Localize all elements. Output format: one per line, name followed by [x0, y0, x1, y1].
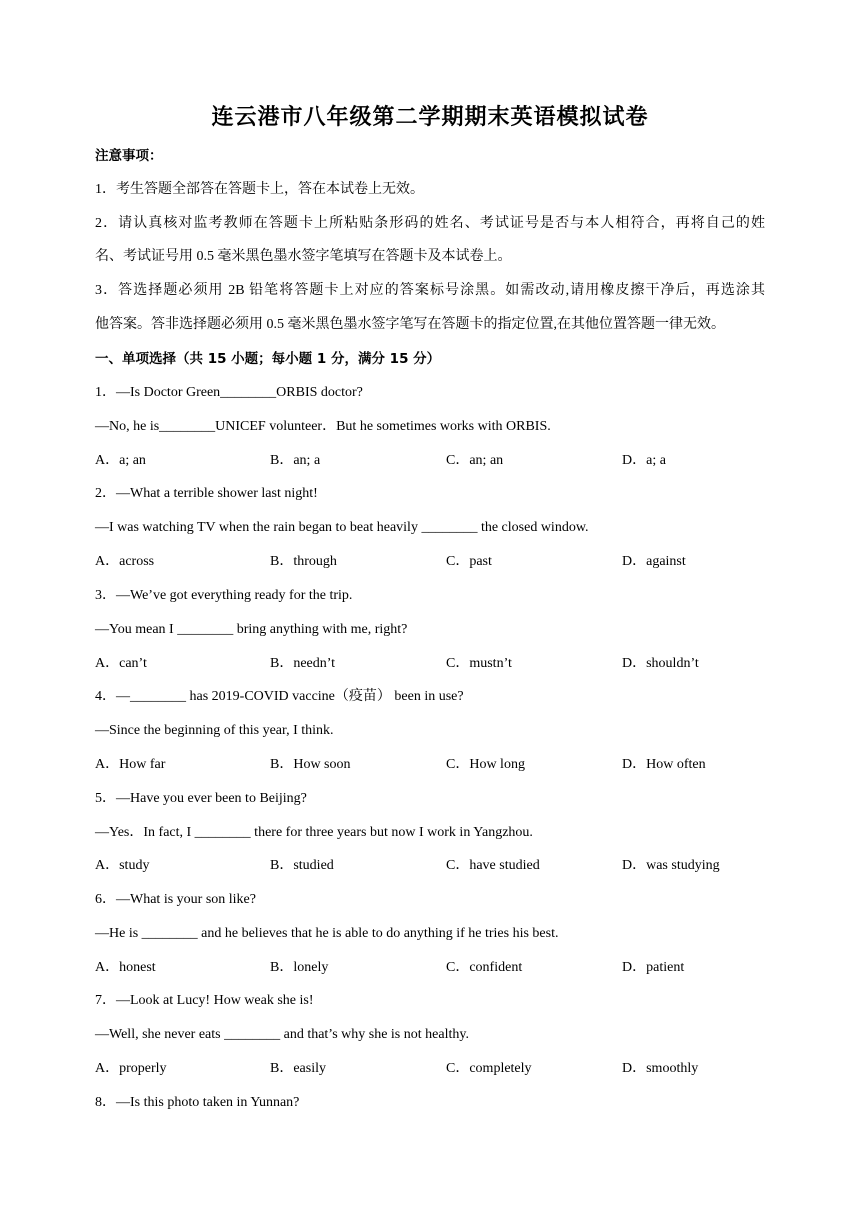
option-d: D．against: [622, 554, 686, 569]
option-b: B．studied: [270, 858, 334, 873]
question-stem: 2．—What a terrible shower last night!: [95, 486, 318, 501]
notice-item: 名、考试证号用 0.5 毫米黑色墨水签字笔填写在答题卡及本试卷上。: [95, 249, 512, 264]
notice-item: 他答案。答非选择题必须用 0.5 毫米黑色墨水签字笔写在答题卡的指定位置,在其他位置答题一律无效。: [95, 317, 725, 332]
question-stem: 5．—Have you ever been to Beijing?: [95, 791, 307, 806]
option-a: A．can’t: [95, 656, 147, 671]
option-c: C．completely: [446, 1061, 532, 1076]
question-stem: 6．—What is your son like?: [95, 892, 256, 907]
option-a: A．a; an: [95, 453, 146, 468]
option-d: D．How often: [622, 757, 706, 772]
question-response: —No, he is________UNICEF volunteer．But he sometimes works with ORBIS.: [95, 419, 551, 434]
option-b: B．How soon: [270, 757, 351, 772]
question-stem: 3．—We’ve got everything ready for the trip.: [95, 588, 353, 603]
option-b: B．through: [270, 554, 337, 569]
option-c: C．have studied: [446, 858, 540, 873]
option-d: D．smoothly: [622, 1061, 699, 1076]
page-title: 连云港市八年级第二学期期末英语模拟试卷: [211, 105, 649, 130]
question-response: —Yes．In fact, I ________ there for three years but now I work in Yangzhou.: [95, 825, 533, 840]
question-stem: 7．—Look at Lucy! How weak she is!: [95, 993, 314, 1008]
option-d: D．was studying: [622, 858, 720, 873]
option-c: C．confident: [446, 960, 523, 975]
option-d: D．a; a: [622, 453, 666, 468]
option-d: D．shouldn’t: [622, 656, 699, 671]
option-c: C．past: [446, 554, 492, 569]
question-response: —Well, she never eats ________ and that’s why she is not healthy.: [95, 1027, 469, 1042]
option-c: C．an; an: [446, 453, 504, 468]
question-stem: 1．—Is Doctor Green________ORBIS doctor?: [95, 385, 363, 400]
section-heading: 一、单项选择（共 15 小题；每小题 1 分，满分 15 分）: [95, 351, 441, 367]
question-stem: 4．—________ has 2019-COVID vaccine（疫苗） been in use?: [95, 689, 464, 704]
option-c: C．mustn’t: [446, 656, 512, 671]
question-response: —I was watching TV when the rain began to beat heavily ________ the closed window.: [95, 520, 589, 535]
question-response: —He is ________ and he believes that he is able to do anything if he tries his best.: [95, 926, 559, 941]
notice-item: 3．答选择题必须用 2B 铅笔将答题卡上对应的答案标号涂黑。如需改动,请用橡皮擦干净后，再选涂其: [95, 283, 765, 298]
notice-item: 2．请认真核对监考教师在答题卡上所粘贴条形码的姓名、考试证号是否与本人相符合，再将自己的姓: [95, 216, 765, 231]
option-b: B．easily: [270, 1061, 326, 1076]
question-response: —Since the beginning of this year, I think.: [95, 723, 334, 738]
option-a: A．honest: [95, 960, 156, 975]
option-a: A．How far: [95, 757, 166, 772]
question-stem: 8．—Is this photo taken in Yunnan?: [95, 1095, 300, 1110]
option-b: B．needn’t: [270, 656, 336, 671]
notice-heading: 注意事项：: [95, 148, 163, 164]
option-a: A．properly: [95, 1061, 167, 1076]
option-a: A．study: [95, 858, 150, 873]
option-b: B．lonely: [270, 960, 329, 975]
option-b: B．an; a: [270, 453, 321, 468]
question-response: —You mean I ________ bring anything with me, right?: [95, 622, 408, 637]
option-d: D．patient: [622, 960, 685, 975]
option-c: C．How long: [446, 757, 525, 772]
notice-item: 1．考生答题全部答在答题卡上，答在本试卷上无效。: [95, 182, 424, 197]
option-a: A．across: [95, 554, 155, 569]
